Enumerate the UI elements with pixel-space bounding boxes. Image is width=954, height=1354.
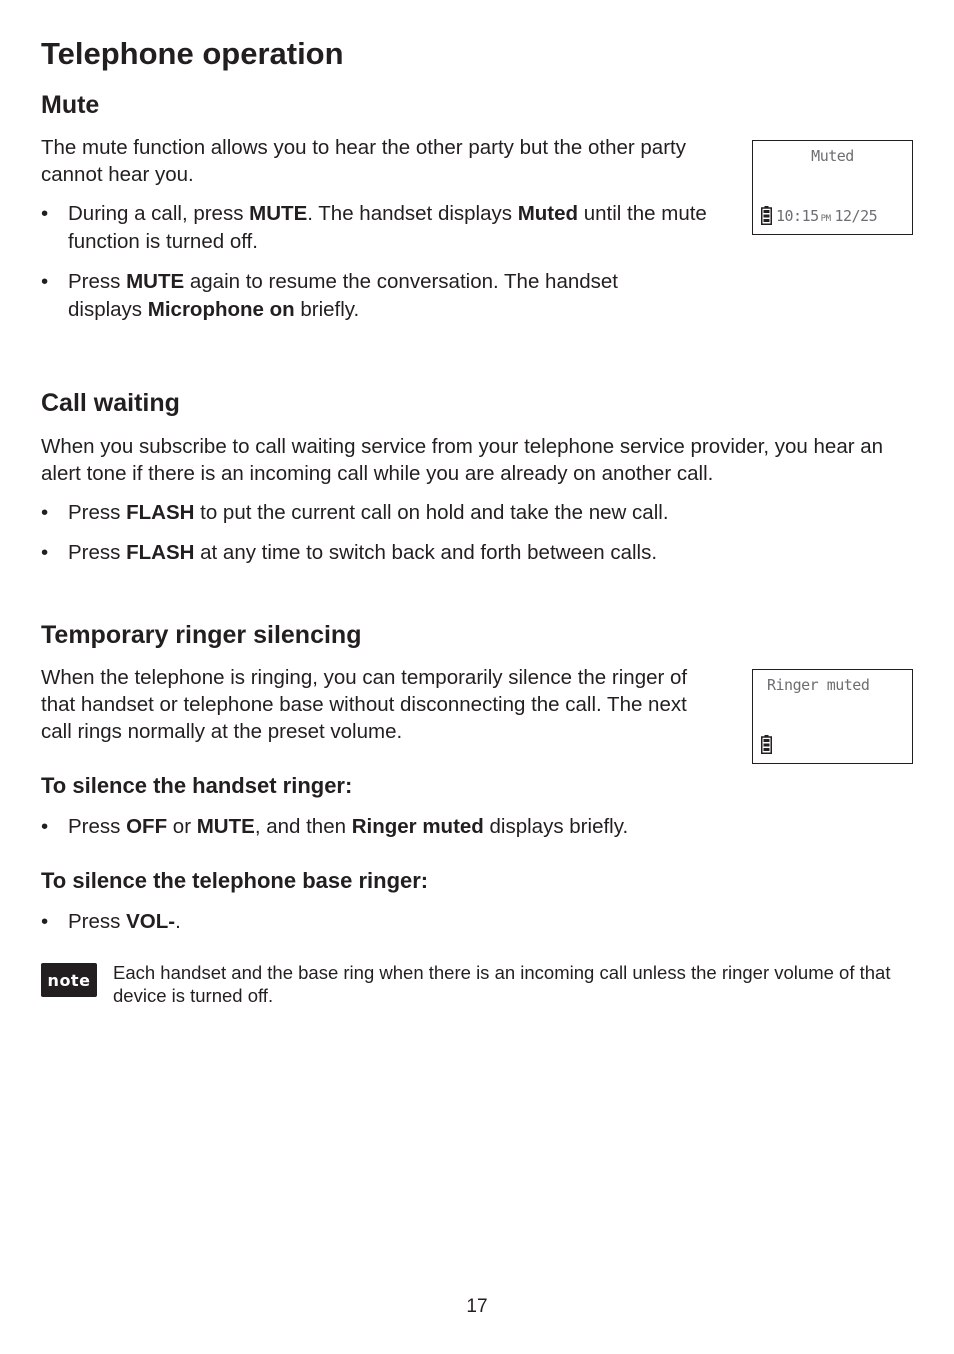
base-ringer-heading: To silence the telephone base ringer:	[41, 868, 429, 893]
call-waiting-bullet-1: • Press FLASH to put the current call on hold and take the new call.	[41, 499, 918, 527]
bullet-dot: •	[41, 910, 49, 933]
page-title: Telephone operation	[41, 36, 344, 71]
bullet-dot: •	[41, 815, 49, 838]
mute-intro: The mute function allows you to hear the other party but the other party cannot hear you.	[41, 136, 686, 186]
screen-line-1: Muted	[811, 147, 854, 165]
battery-icon	[761, 206, 772, 225]
handset-screen-muted	[752, 140, 913, 235]
screen-ampm: PM	[820, 214, 831, 224]
call-waiting-intro: When you subscribe to call waiting service from your telephone service provider, you hear an alert tone if there is an incoming call while you are already on another call.	[41, 435, 884, 485]
handset-screen-ringer-muted	[752, 669, 913, 764]
screen-status-line	[761, 206, 877, 225]
bullet-dot: •	[41, 270, 49, 293]
call-waiting-bullet-2: • Press FLASH at any time to switch back and forth between calls.	[41, 539, 918, 567]
battery-icon	[761, 735, 772, 754]
ringer-heading: Temporary ringer silencing	[41, 621, 362, 649]
mute-bullet-2: • Press MUTE again to resume the conversation. The handset displays Microphone on briefly.	[41, 270, 619, 321]
base-ringer-bullet: • Press VOL-.	[41, 908, 918, 936]
screen-date: 12/25	[834, 207, 878, 225]
ringer-intro: When the telephone is ringing, you can temporarily silence the ringer of that handset or telephone base without disconnecting the call. The next call rings normally at the preset volume.	[41, 666, 688, 743]
screen-line-1: Ringer muted	[767, 676, 870, 694]
bullet-dot: •	[41, 202, 49, 225]
note-badge: note	[41, 963, 97, 997]
bullet-dot: •	[41, 501, 49, 524]
handset-ringer-bullet: • Press OFF or MUTE, and then Ringer muted displays briefly.	[41, 813, 918, 841]
screen-status-line	[761, 735, 776, 754]
mute-bullet-1: • During a call, press MUTE. The handset displays Muted until the mute function is turned off.	[41, 202, 707, 253]
handset-ringer-heading: To silence the handset ringer:	[41, 773, 353, 798]
note-text: Each handset and the base ring when there is an incoming call unless the ringer volume of that device is turned off.	[113, 962, 891, 1006]
bullet-dot: •	[41, 541, 49, 564]
call-waiting-heading: Call waiting	[41, 389, 180, 417]
screen-time: 10:15	[776, 207, 819, 225]
mute-heading: Mute	[41, 91, 100, 119]
page-number: 17	[466, 1296, 488, 1317]
